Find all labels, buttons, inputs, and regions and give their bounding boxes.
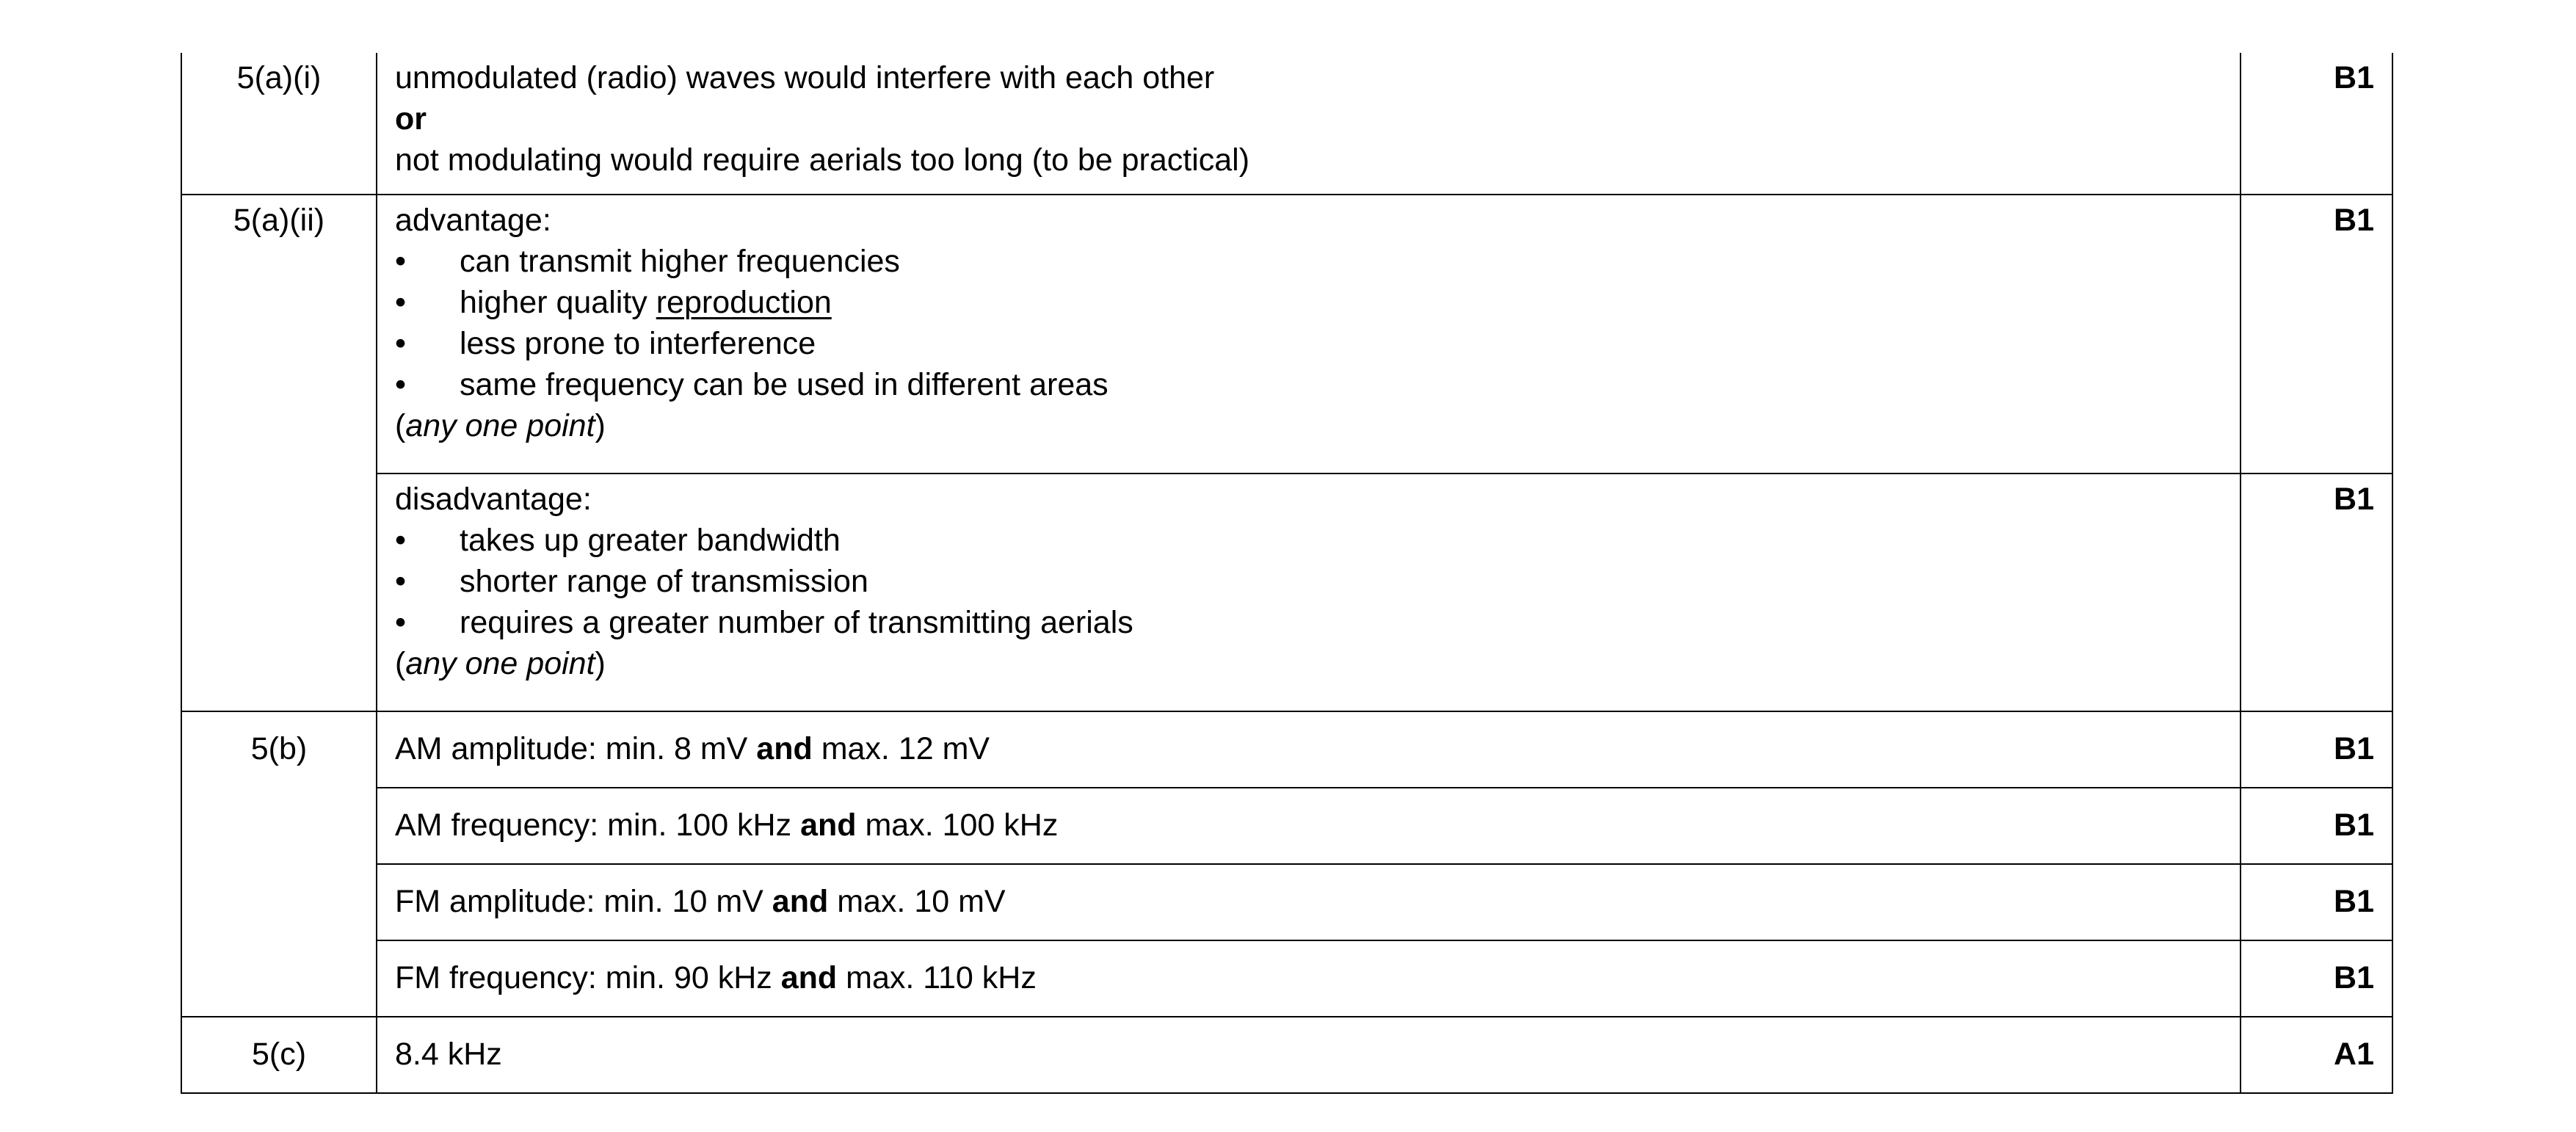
mark-cell	[2241, 864, 2392, 940]
paren-open: (	[395, 408, 406, 443]
paren-open: (	[395, 646, 406, 681]
answer-text: FM frequency: min. 90 kHz	[395, 960, 772, 995]
question-number-text: 5(c)	[251, 1037, 307, 1072]
table-row	[181, 788, 2392, 864]
answer-cell	[377, 788, 2241, 864]
answer-conjunction: and	[780, 960, 838, 995]
answer-text: max. 12 mV	[821, 731, 990, 766]
mark-cell	[2241, 940, 2392, 1017]
mark-cell	[2241, 1017, 2392, 1093]
question-number-text: 5(a)(ii)	[233, 203, 325, 238]
mark-text: B1	[2334, 482, 2374, 517]
mark-text: B1	[2334, 884, 2374, 919]
question-number-text: 5(b)	[250, 731, 308, 766]
mark-text: B1	[2334, 808, 2374, 843]
mark-cell	[2241, 53, 2392, 195]
answer-cell	[377, 53, 2241, 195]
list-item	[395, 282, 2222, 323]
answer-line: not modulating would require aerials too long (to be practical)	[395, 142, 1250, 178]
advantage-heading: advantage:	[395, 203, 551, 238]
guidance-note	[395, 405, 2222, 446]
answer-text: AM amplitude: min. 8 mV	[395, 731, 748, 766]
answer-text: max. 100 kHz	[865, 808, 1059, 843]
mark-text: B1	[2334, 960, 2374, 995]
answer-cell	[377, 195, 2241, 474]
mark-text: B1	[2334, 731, 2374, 766]
answer-conjunction: and	[772, 884, 829, 919]
list-item	[395, 520, 2222, 561]
answer-connector: or	[395, 101, 427, 137]
question-number	[181, 1017, 377, 1093]
answer-cell	[377, 1017, 2241, 1093]
table-row	[181, 711, 2392, 788]
list-item-text: less prone to interference	[460, 326, 816, 361]
list-item	[395, 323, 2222, 364]
list-item-text: same frequency can be used in different areas	[460, 367, 1109, 402]
list-item-text: can transmit higher frequencies	[460, 244, 900, 279]
mark-text: B1	[2334, 203, 2374, 238]
disadvantage-heading: disadvantage:	[395, 482, 592, 517]
list-item	[395, 602, 2222, 643]
answer-cell	[377, 864, 2241, 940]
table-row	[181, 53, 2392, 195]
advantage-list	[395, 241, 2222, 405]
list-item-text: shorter range of transmission	[460, 564, 868, 599]
list-item-text: higher quality	[460, 285, 647, 320]
mark-text: A1	[2334, 1037, 2374, 1072]
underlined-term: reproduction	[656, 285, 832, 320]
paren-close: )	[595, 646, 606, 681]
list-item	[395, 561, 2222, 602]
answer-conjunction: and	[756, 731, 813, 766]
mark-cell	[2241, 788, 2392, 864]
question-number	[181, 195, 377, 711]
mark-scheme-table	[181, 53, 2393, 1094]
question-number	[181, 711, 377, 1017]
answer-cell	[377, 940, 2241, 1017]
answer-text: 8.4 kHz	[395, 1037, 502, 1072]
disadvantage-list	[395, 520, 2222, 643]
mark-cell	[2241, 474, 2392, 711]
table-row	[181, 864, 2392, 940]
answer-conjunction: and	[800, 808, 857, 843]
answer-text: max. 10 mV	[837, 884, 1006, 919]
mark-cell	[2241, 711, 2392, 788]
list-item-text: requires a greater number of transmitting aerials	[460, 605, 1133, 640]
note-text: any one point	[405, 646, 595, 681]
list-item	[395, 364, 2222, 405]
list-item	[395, 241, 2222, 282]
answer-cell	[377, 474, 2241, 711]
question-number-text: 5(a)(i)	[236, 60, 322, 95]
question-number	[181, 53, 377, 195]
mark-cell	[2241, 195, 2392, 474]
note-text: any one point	[405, 408, 595, 443]
mark-text: B1	[2334, 60, 2374, 95]
answer-line: unmodulated (radio) waves would interfere with each other	[395, 60, 1215, 95]
answer-text: FM amplitude: min. 10 mV	[395, 884, 763, 919]
table-row	[181, 474, 2392, 711]
answer-text: max. 110 kHz	[846, 960, 1037, 995]
list-item-text: takes up greater bandwidth	[460, 523, 841, 558]
answer-text: AM frequency: min. 100 kHz	[395, 808, 792, 843]
paren-close: )	[595, 408, 606, 443]
answer-cell	[377, 711, 2241, 788]
table-row	[181, 1017, 2392, 1093]
table-row	[181, 195, 2392, 474]
table-row	[181, 940, 2392, 1017]
guidance-note	[395, 643, 2222, 684]
